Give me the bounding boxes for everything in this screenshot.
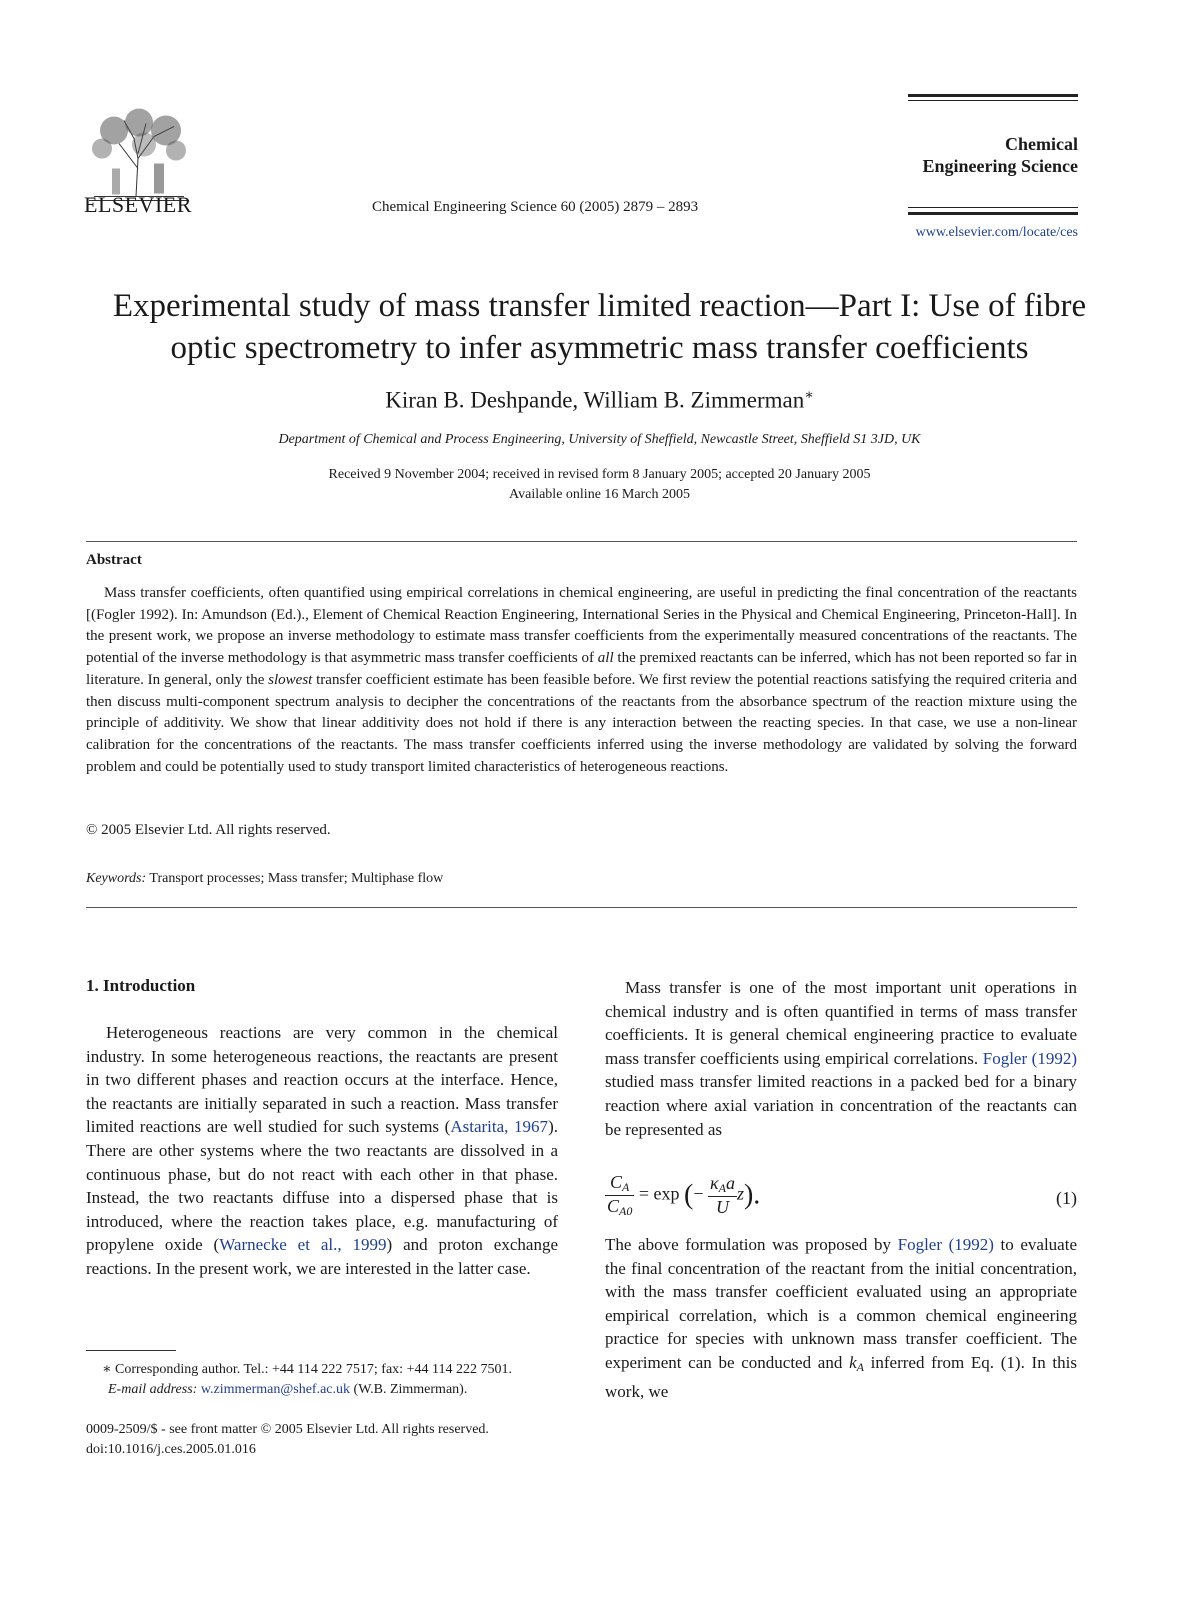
equation-lhs-fraction	[605, 1172, 634, 1219]
author-list	[60, 387, 1139, 414]
available-online-date: Available online 16 March 2005	[509, 487, 690, 502]
intro-p2-text-b: studied mass transfer limited reactions in a packed bed for a binary reaction where axial variation in concentration of the reactants can be represented as	[605, 1072, 1077, 1139]
header-rule	[908, 94, 1078, 97]
abstract-emphasis-slowest: slowest	[268, 671, 313, 688]
corresponding-author-marker[interactable]: ∗	[804, 388, 814, 403]
intro-p1-text-a: Heterogeneous reactions are very common in the chemical industry. In some heterogeneous reactions, the reactants are present in two different phases and reaction occurs at the interface. Hence, the reactants are initially separated in such a reaction. Mass transfer limited reactions are well studied for such systems (	[86, 1023, 558, 1137]
footnote-divider	[86, 1350, 176, 1351]
abstract-paragraph	[86, 583, 1077, 778]
eq-open-paren: (	[684, 1179, 694, 1211]
k-symbol: k	[849, 1352, 857, 1372]
intro-paragraph-3	[605, 1233, 1077, 1403]
received-dates: Received 9 November 2004; received in revised form 8 January 2005; accepted 20 January 2005	[328, 467, 871, 482]
eq-rhs-kappa: κ	[709, 1173, 719, 1193]
eq-minus: −	[693, 1183, 704, 1204]
keywords	[86, 871, 443, 887]
abstract-text-part3: transfer coefficient estimate has been feasible before. We first review the potential reactions satisfying the required criteria and then discuss multi-component spectrum analysis to decipher the concentrations of the reactants from the absorbance spectrum of the reaction mixture using the principle of additivity. We show that linear additivity does not hold if there is any interaction between the reacting species. In that case, we use a non-linear calibration for the concentrations of the reactants. The mass transfer coefficients inferred using the inverse methodology are validated by solving the forward problem and could be potentially used to study transport limited characteristics of heterogeneous reactions.	[86, 671, 1077, 775]
footnote-contact: Corresponding author. Tel.: +44 114 222 7517; fax: +44 114 222 7501.	[115, 1362, 512, 1377]
eq-rhs-denominator: U	[715, 1197, 729, 1217]
citation-link-fogler[interactable]: Fogler (1992)	[982, 1048, 1077, 1068]
journal-citation: Chemical Engineering Science 60 (2005) 2879 – 2893	[372, 199, 699, 215]
intro-p2-text-a: Mass transfer is one of the most important unit operations in chemical industry and is often quantified in terms of mass transfer coefficients. It is general chemical engineering practice to evaluate mass transfer coefficients using empirical correlations.	[605, 978, 1077, 1068]
equation-number: (1)	[1056, 1188, 1077, 1208]
paper-title-line2: optic spectrometry to infer asymmetric mass transfer coefficients	[170, 330, 1029, 366]
header-rule	[908, 207, 1078, 208]
header-rule	[908, 212, 1078, 215]
abstract-emphasis-all: all	[597, 650, 614, 667]
affiliation: Department of Chemical and Process Engineering, University of Sheffield, Newcastle Street, Sheffield S1 3JD, UK	[278, 432, 921, 447]
publisher-name: ELSEVIER	[84, 192, 192, 217]
eq-lhs-numerator-sub: A	[622, 1180, 630, 1194]
journal-title-line2: Engineering Science	[922, 156, 1078, 176]
intro-paragraph-1	[86, 1021, 558, 1281]
k-symbol-sub: A	[856, 1359, 864, 1374]
intro-p3-text-b: to evaluate the final concentration of the reactant from the initial concentration, with the mass transfer coefficient evaluated using an appropriate empirical correlation, which is a common chemical engineering practice for species with unknown mass transfer coefficient. The experiment can be conducted and	[605, 1235, 1077, 1372]
eq-lhs-denominator: C	[607, 1196, 620, 1216]
doi-line: doi:10.1016/j.ces.2005.01.016	[86, 1442, 256, 1457]
eq-rhs-kappa-sub: A	[718, 1181, 726, 1195]
equation-rhs-fraction	[708, 1173, 737, 1218]
intro-p1-text-c: ) and proton exchange reactions. In the present work, we are interested in the latter case.	[86, 1235, 558, 1278]
eq-close-paren: ).	[743, 1179, 761, 1211]
citation-link-astarita[interactable]: Astarita, 1967	[450, 1117, 549, 1137]
citation-link-warnecke[interactable]: Warnecke et al., 1999	[219, 1235, 387, 1255]
footnote-marker: ∗	[102, 1362, 112, 1377]
abstract-top-divider	[86, 541, 1077, 542]
intro-paragraph-2	[605, 976, 1077, 1141]
author-email-link[interactable]: w.zimmerman@shef.ac.uk	[200, 1382, 351, 1397]
eq-equals-exp: = exp	[638, 1183, 680, 1204]
abstract-heading: Abstract	[86, 552, 142, 568]
email-label: E-mail address:	[108, 1382, 198, 1397]
journal-title	[908, 133, 1078, 177]
footnote	[86, 1360, 558, 1400]
abstract-copyright: © 2005 Elsevier Ltd. All rights reserved.	[86, 822, 331, 838]
authors-text: Kiran B. Deshpande, William B. Zimmerman	[385, 387, 805, 413]
paper-title-line1: Experimental study of mass transfer limited reaction—Part I: Use of fibre	[112, 288, 1087, 324]
journal-url-link[interactable]: www.elsevier.com/locate/ces	[915, 225, 1078, 240]
eq-lhs-numerator: C	[610, 1172, 623, 1192]
section-heading-introduction: 1. Introduction	[86, 976, 196, 995]
journal-title-line1: Chemical	[1005, 134, 1078, 154]
email-owner: (W.B. Zimmerman).	[353, 1382, 468, 1397]
intro-p1-text-b: ). There are other systems where the two reactants are dissolved in a continuous phase, but do not react with each other in that phase. Instead, the two reactants diffuse into a dispersed phase that is introduced, where the reaction takes place, e.g. manufacturing of propylene oxide (	[86, 1117, 558, 1255]
intro-p3-text-a: The above formulation was proposed by	[605, 1235, 898, 1254]
citation-link-fogler-2[interactable]: Fogler (1992)	[897, 1235, 994, 1254]
issn-line: 0009-2509/$ - see front matter © 2005 Elsevier Ltd. All rights reserved.	[86, 1422, 489, 1437]
eq-lhs-denominator-sub: A0	[619, 1204, 633, 1218]
keywords-list: Transport processes; Mass transfer; Multiphase flow	[149, 871, 444, 886]
front-matter	[86, 1420, 489, 1460]
intro-p3-text-c: inferred from Eq. (1). In this work, we	[605, 1352, 1077, 1401]
eq-z: z	[736, 1183, 744, 1204]
intro-right-column-top	[605, 976, 1077, 1141]
equation-1	[605, 1172, 1077, 1230]
abstract-body	[86, 583, 1077, 778]
article-dates	[60, 465, 1139, 505]
abstract-text-part2: the premixed reactants can be inferred, which has not been reported so far in literature. In general, only the	[86, 650, 1077, 688]
paper-title	[60, 285, 1139, 369]
intro-left-column	[86, 1021, 558, 1281]
keywords-label: Keywords:	[86, 871, 147, 886]
eq-rhs-a: a	[725, 1173, 735, 1193]
abstract-bottom-divider	[86, 907, 1077, 908]
intro-right-column-bottom	[605, 1233, 1077, 1403]
header-rule	[908, 100, 1078, 101]
abstract-text-part1: Mass transfer coefficients, often quantified using empirical correlations in chemical engineering, are useful in predicting the final concentration of the reactants [(Fogler 1992). In: Amundson (Ed.)., Element of Chemical Reaction Engineering, International Series in the Physical and Chemical Engineering, Princeton-Hall]. In the present work, we propose an inverse methodology to estimate mass transfer coefficients from the experimentally measured concentrations of the reactants. The potential of the inverse methodology is that asymmetric mass transfer coefficients of	[86, 585, 1077, 667]
